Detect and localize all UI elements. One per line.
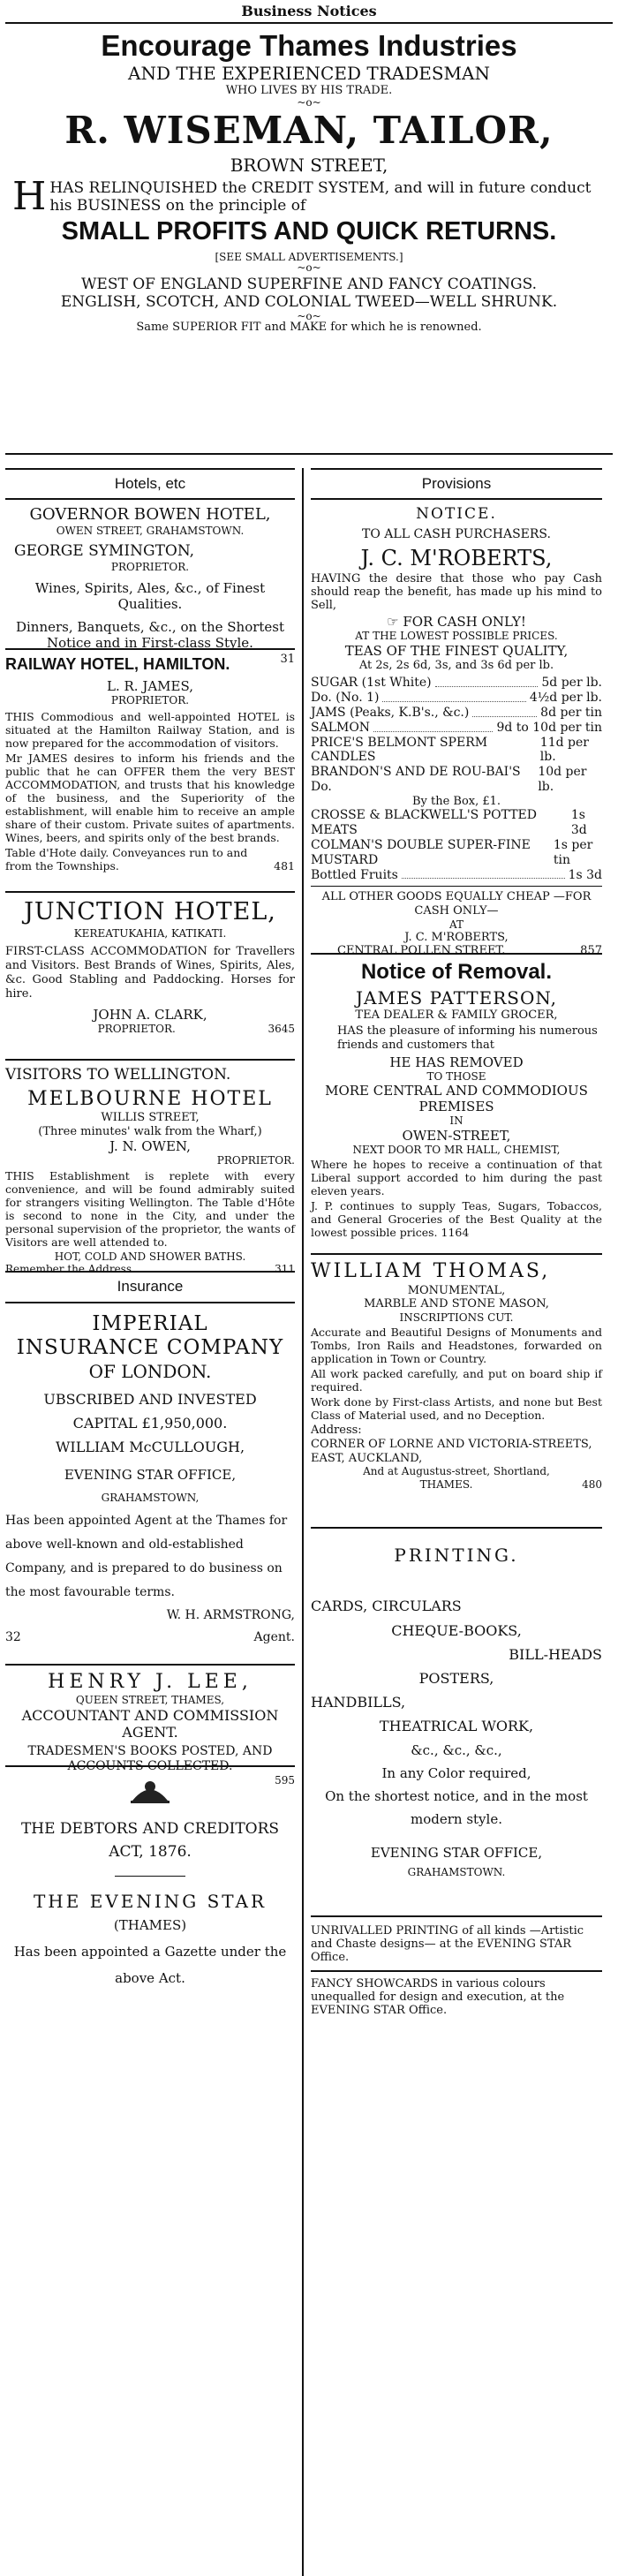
junction-addr: KEREATUKAHIA, KATIKATI.: [73, 926, 227, 940]
melbourne-owner: J. N. OWEN,: [109, 1138, 191, 1155]
right-column: [304, 468, 602, 2576]
bowen-dinners: Dinners, Banquets, &c., on the Shortest Notice and in First-class Style.: [15, 619, 285, 652]
left-column: [5, 468, 304, 2576]
price-item-name: CROSSE & BLACKWELL'S POTTED MEATS: [311, 808, 537, 838]
wiseman-subline: AND THE EXPERIENCED TRADESMAN: [128, 63, 490, 85]
removal-street: OWEN-STREET,: [402, 1127, 511, 1144]
price-row: [311, 765, 602, 795]
mroberts-teas: TEAS OF THE FINEST QUALITY,: [344, 642, 569, 659]
imperial-l4: UBSCRIBED AND INVESTED: [43, 1390, 257, 1408]
junction-name: JUNCTION HOTEL,: [24, 898, 276, 926]
thomas-body2: All work packed carefully, and put on board ship if required.: [311, 1367, 602, 1394]
imperial-agent: WILLIAM McCULLOUGH,: [55, 1439, 245, 1456]
showcards-ad: [311, 1972, 602, 2017]
railway-footer: Table d'Hote daily. Conveyances run to and from the Townships. 481: [5, 846, 295, 873]
railway-role: PROPRIETOR.: [110, 693, 190, 706]
bowen-name: GOVERNOR BOWEN HOTEL,: [29, 505, 271, 525]
price-item-name: SALMON: [311, 720, 371, 735]
price-row: [311, 838, 602, 868]
lee-addr: QUEEN STREET, THAMES,: [75, 1694, 225, 1707]
price-item-price: 9d to 10d per tin: [496, 720, 602, 735]
melbourne-body: THIS Establishment is replete with every convenience, and will be found admirably suited for strangers visiting Wellington. The Table d'Hôte is second to none in the City, and under the personal supervision of the proprietor, the wants of Visitors are well attended to.: [5, 1168, 295, 1249]
price-item-name: JAMS (Peaks, K.B's., &c.): [311, 705, 470, 720]
debtors-paper: THE EVENING STAR: [33, 1890, 268, 1912]
removal-role: TEA DEALER & FAMILY GROCER,: [355, 1008, 558, 1023]
removal-next: NEXT DOOR TO MR HALL, CHEMIST,: [352, 1143, 561, 1156]
price-item-price: 10d per lb.: [538, 765, 587, 794]
unrivalled-text: UNRIVALLED PRINTING of all kinds —Artistic and Chaste designs— at the EVENING STAR Office.: [311, 1924, 584, 1965]
railway-hotel-ad: [5, 650, 295, 893]
wiseman-street: BROWN STREET,: [230, 154, 388, 176]
page-header: Business Notices: [5, 0, 613, 24]
price-item-name: Do. (No. 1): [311, 691, 380, 706]
wiseman-advert: [5, 24, 613, 455]
section-insurance: Insurance: [5, 1273, 295, 1303]
melbourne-visitors: VISITORS TO WELLINGTON.: [5, 1066, 231, 1084]
removal-body2: Where he hopes to receive a continuation of that Liberal support accorded to him during the past eleven years.: [311, 1157, 602, 1197]
price-item-price: 1s 3d: [570, 808, 587, 838]
price-item-price: 4½d per lb.: [529, 691, 602, 706]
price-item-price: 1s 3d: [568, 867, 602, 882]
imperial-l3: OF LONDON.: [88, 1360, 212, 1382]
imperial-l5: CAPITAL £1,950,000.: [72, 1415, 228, 1432]
removal-premises: MORE CENTRAL AND COMMODIOUS PREMISES: [325, 1083, 588, 1115]
wiseman-body: HHAS RELINQUISHED the CREDIT SYSTEM, and will in future conduct his BUSINESS on the principle of: [12, 173, 592, 219]
thomas-role2: MARBLE AND STONE MASON,: [364, 1297, 549, 1311]
bowen-owner: GEORGE SYMINGTON,: [14, 542, 195, 561]
thomas-name: WILLIAM THOMAS,: [311, 1260, 551, 1283]
removal-ad: [311, 955, 602, 1255]
lee-books: TRADESMEN'S BOOKS POSTED, AND ACCOUNTS COLLECTED.: [27, 1743, 273, 1773]
leader-dots: [402, 868, 565, 880]
melbourne-name: MELBOURNE HOTEL: [27, 1087, 273, 1110]
imperial-office: EVENING STAR OFFICE,: [64, 1466, 237, 1483]
melbourne-role: PROPRIETOR.: [216, 1154, 295, 1167]
removal-in: IN: [449, 1114, 464, 1128]
printing-l2: CHEQUE-BOOKS,: [391, 1621, 522, 1639]
price-item-name: Bottled Fruits: [311, 867, 398, 882]
junction-hotel-ad: [5, 893, 295, 1061]
leader-dots: [472, 706, 537, 717]
removal-title: Notice of Removal.: [360, 960, 553, 985]
junction-footer: PROPRIETOR. 3645: [97, 1023, 295, 1036]
price-item-price: 8d per tin: [540, 705, 602, 720]
price-list: [311, 676, 602, 794]
printing-title: PRINTING.: [394, 1545, 519, 1567]
mroberts-name: J. C. M'ROBERTS,: [360, 545, 553, 570]
wiseman-see: [SEE SMALL ADVERTISEMENTS.]: [215, 250, 403, 263]
price-row: [311, 868, 602, 883]
thomas-footer: THAMES. 480: [419, 1477, 602, 1491]
lee-name: HENRY J. LEE,: [48, 1670, 252, 1693]
removal-removed: HE HAS REMOVED: [389, 1054, 524, 1070]
mroberts-other: ALL OTHER GOODS EQUALLY CHEAP —FOR CASH ONLY—: [321, 890, 592, 918]
thomas-body3: Work done by First-class Artists, and none but Best Class of Material used, and no Deception.: [311, 1395, 602, 1423]
thomas-body: Accurate and Beautiful Designs of Monuments and Tombs, Iron Rails and Headstones, forwarded on application in Town or Country.: [311, 1326, 602, 1366]
pointing-hand-icon: ☞: [387, 614, 403, 631]
debtors-body: Has been appointed a Gazette under the above Act.: [13, 1943, 287, 1986]
mroberts-notice: NOTICE.: [416, 505, 497, 524]
price-item-name: PRICE'S BELMONT SPERM CANDLES: [311, 735, 488, 765]
removal-to: TO THOSE: [426, 1069, 486, 1083]
thomas-role3: INSCRIPTIONS CUT.: [399, 1311, 514, 1324]
price-item-name: COLMAN'S DOUBLE SUPER-FINE MUSTARD: [311, 837, 531, 867]
imperial-l1: IMPERIAL: [92, 1311, 208, 1335]
railway-body2: Mr JAMES desires to inform his friends and the public that he can OFFER them the very BEST ACCOMMODATION, and trusts that his knowledge of the business, and the Superiority of the establishment, will enable him to receive an ample share of their custom. Private suites of apartments. Wines, beers, and spirits only of the best brands.: [5, 752, 295, 845]
debtors-thames: (THAMES): [113, 1916, 187, 1933]
price-row: [311, 736, 602, 766]
price-item-price: 1s per tin: [553, 837, 593, 867]
lee-role: ACCOUNTANT AND COMMISSION AGENT.: [21, 1706, 279, 1741]
imperial-body: Has been appointed Agent at the Thames for above well-known and old-established Company, and is prepared to do business on the most favourable terms.: [5, 1513, 288, 1599]
wiseman-subline2: WHO LIVES BY HIS TRADE.: [225, 84, 393, 98]
imperial-sig: W. H. ARMSTRONG,: [166, 1607, 295, 1622]
junction-body: FIRST-CLASS ACCOMMODATION for Travellers and Visitors. Best Brands of Wines, Spirits, Ales, &c. Good Stabling and Paddocking. Horses for hire.: [5, 945, 295, 1001]
unrivalled-ad: [311, 1917, 602, 1972]
printing-l8: In any Color required,: [381, 1764, 531, 1781]
wiseman-motto: SMALL PROFITS AND QUICK RETURNS.: [61, 216, 557, 246]
divider: ~o~: [297, 309, 321, 322]
printing-l6: THEATRICAL WORK,: [379, 1718, 534, 1735]
leader-dots: [382, 691, 525, 702]
wiseman-fit: Same SUPERIOR FIT and MAKE for which he is renowned.: [136, 320, 482, 334]
thomas-ad: [311, 1255, 602, 1529]
printing-office: EVENING STAR OFFICE,: [370, 1844, 543, 1861]
columns: [5, 468, 613, 2576]
leader-dots: [373, 721, 493, 732]
mroberts-teaprices: At 2s, 2s 6d, 3s, and 3s 6d per lb.: [358, 658, 554, 672]
price-row: [311, 706, 602, 721]
melbourne-street: WILLIS STREET,: [101, 1111, 200, 1125]
crest-icon: [5, 1774, 295, 1813]
thomas-address: Address:: [311, 1424, 362, 1438]
imperial-l2: INSURANCE COMPANY: [16, 1336, 284, 1360]
section-hotels: Hotels, etc: [5, 468, 295, 500]
melbourne-hotel-ad: [5, 1061, 295, 1276]
imperial-town: GRAHAMSTOWN,: [101, 1491, 200, 1504]
showcards-text: FANCY SHOWCARDS in various colours unequalled for design and execution, at the EVENING STAR Office.: [311, 1977, 565, 2018]
melbourne-footer: Remember the Address. 311: [5, 1263, 295, 1276]
debtors-ad: [5, 1767, 295, 1991]
mroberts-ad: [311, 500, 602, 958]
imperial-footer: 32 Agent.: [5, 1629, 295, 1644]
printing-l10: modern style.: [411, 1810, 502, 1827]
divider: ~o~: [297, 261, 321, 274]
price-row: [311, 676, 602, 691]
mroberts-at: AT: [448, 918, 464, 931]
printing-l7: &c., &c., &c.,: [411, 1741, 502, 1758]
mroberts-to: TO ALL CASH PURCHASERS.: [362, 526, 551, 541]
wiseman-coatings: WEST OF ENGLAND SUPERFINE AND FANCY COATINGS.: [80, 275, 538, 293]
price-item-price: 11d per lb.: [539, 735, 589, 765]
thomas-role: MONUMENTAL,: [407, 1283, 506, 1297]
imperial-insurance-ad: [5, 1303, 295, 1666]
printing-l4: POSTERS,: [418, 1669, 494, 1687]
printing-l1: CARDS, CIRCULARS: [311, 1598, 462, 1615]
mroberts-bybox: By the Box, £1.: [411, 794, 501, 808]
printing-l9: On the shortest notice, and in the most: [325, 1787, 588, 1804]
mroberts-lowest: AT THE LOWEST POSSIBLE PRICES.: [355, 630, 558, 643]
leader-dots: [435, 676, 539, 687]
mroberts-cash: ☞ FOR CASH ONLY!: [387, 614, 526, 631]
printing-town: GRAHAMSTOWN.: [407, 1865, 506, 1878]
lee-ad: [5, 1666, 295, 1787]
bowen-wines: Wines, Spirits, Ales, &c., of Finest Qualities.: [34, 580, 266, 613]
mroberts-body: HAVING the desire that those who pay Cash should reap the benefit, has made up his mind to Sell,: [311, 572, 602, 613]
printing-l3: BILL-HEADS: [509, 1645, 602, 1663]
mroberts-footer: CENTRAL POLLEN STREET. 857: [337, 944, 602, 958]
mroberts-sig: J. C. M'ROBERTS,: [404, 930, 509, 944]
bowen-role: PROPRIETOR.: [110, 560, 190, 573]
removal-name: JAMES PATTERSON,: [356, 987, 557, 1009]
thomas-corner: CORNER OF LORNE AND VICTORIA-STREETS, EAST, AUCKLAND,: [311, 1437, 592, 1465]
price-row: [311, 808, 602, 838]
railway-name: RAILWAY HOTEL, HAMILTON.: [5, 655, 230, 674]
divider: ~o~: [297, 95, 321, 109]
wiseman-headline: Encourage Thames Industries: [101, 29, 517, 63]
wiseman-tweed: ENGLISH, SCOTCH, AND COLONIAL TWEED—WELL SHRUNK.: [60, 293, 558, 312]
junction-owner: JOHN A. CLARK,: [93, 1007, 207, 1024]
melbourne-baths: HOT, COLD AND SHOWER BATHS.: [54, 1250, 246, 1263]
price-list-2: [311, 808, 602, 882]
melbourne-walk: (Three minutes' walk from the Wharf,): [38, 1124, 262, 1138]
price-item-price: 5d per lb.: [541, 676, 602, 691]
bowen-num: 31: [280, 653, 295, 667]
removal-body: HAS the pleasure of informing his numerous friends and customers that: [337, 1024, 598, 1052]
debtors-title: THE DEBTORS AND CREDITORS: [20, 1819, 280, 1838]
price-row: [311, 691, 602, 706]
debtors-act: ACT, 1876.: [109, 1843, 192, 1862]
bowen-addr: OWEN STREET, GRAHAMSTOWN.: [56, 524, 245, 537]
railway-body: THIS Commodious and well-appointed HOTEL is situated at the Hamilton Railway Station, and is now prepared for the accommodation of visitors.: [5, 710, 295, 751]
lee-num: 595: [275, 1773, 295, 1787]
price-item-name: SUGAR (1st White): [311, 676, 432, 691]
section-provisions: Provisions: [311, 468, 602, 500]
printing-l5: HANDBILLS,: [311, 1694, 406, 1711]
removal-body3: J. P. continues to supply Teas, Sugars, Tobaccos, and General Groceries of the Best Quality at the lowest possible prices. 1164: [311, 1198, 602, 1239]
printing-ad: [311, 1529, 602, 1917]
wiseman-name: R. WISEMAN, TAILOR,: [64, 108, 554, 152]
railway-owner: L. R. JAMES,: [107, 677, 193, 694]
thomas-and: And at Augustus-street, Shortland,: [363, 1465, 550, 1478]
price-row: [311, 721, 602, 736]
price-item-name: BRANDON'S AND DE ROU-BAI'S Do.: [311, 765, 521, 794]
